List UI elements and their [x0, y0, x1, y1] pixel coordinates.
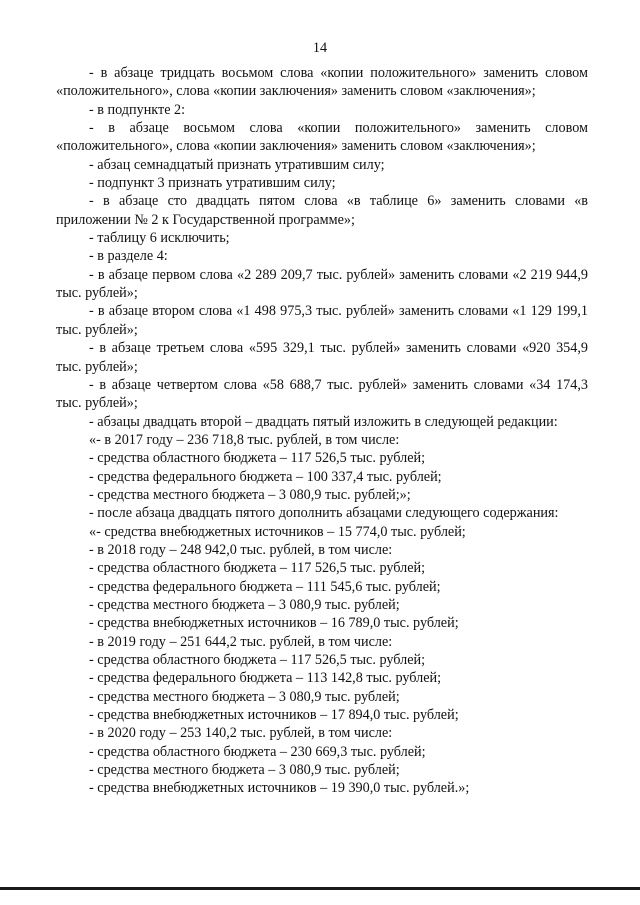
paragraph: - в разделе 4:: [89, 248, 168, 265]
paragraph: - подпункт 3 признать утратившим силу;: [89, 175, 336, 192]
paragraph: - в абзаце восьмом слова «копии положительного» заменить словом «положительного», слова «копии заключения» заменить словом «заключения»;: [56, 120, 588, 155]
list-item: - средства областного бюджета – 117 526,5 тыс. рублей;: [89, 560, 426, 577]
paragraph: - абзац семнадцатый признать утратившим силу;: [89, 156, 385, 173]
bottom-rule: [0, 887, 640, 890]
paragraph: - в абзаце тридцать восьмом слова «копии положительного» заменить словом «положительного», слова «копии заключения» заменить словом «заключения»;: [56, 65, 588, 100]
paragraph: - в абзаце сто двадцать пятом слова «в таблице 6» заменить словами «в приложении № 2 к Государственной программе»;: [56, 193, 588, 228]
list-item: - средства областного бюджета – 117 526,5 тыс. рублей;: [89, 450, 426, 467]
list-item: - средства внебюджетных источников – 16 789,0 тыс. рублей;: [89, 615, 459, 632]
paragraph: - в абзаце четвертом слова «58 688,7 тыс. рублей» заменить словами «34 174,3 тыс. рублей»;: [56, 376, 588, 412]
list-item: - средства местного бюджета – 3 080,9 тыс. рублей;: [89, 762, 400, 779]
list-item: - средства внебюджетных источников – 17 894,0 тыс. рублей;: [89, 707, 459, 724]
paragraph: - в абзаце третьем слова «595 329,1 тыс. рублей» заменить словами «920 354,9 тыс. рублей»;: [56, 340, 588, 375]
list-item: - средства федерального бюджета – 111 545,6 тыс. рублей;: [89, 578, 441, 595]
list-item: - средства местного бюджета – 3 080,9 тыс. рублей;»;: [89, 486, 411, 503]
list-item: «- средства внебюджетных источников – 15 774,0 тыс. рублей;: [89, 523, 466, 540]
paragraph: - в абзаце втором слова «1 498 975,3 тыс. рублей» заменить словами «1 129 199,1 тыс. рублей»;: [56, 303, 588, 338]
list-item: - средства областного бюджета – 117 526,5 тыс. рублей;: [89, 652, 426, 668]
list-item: - средства федерального бюджета – 113 142,8 тыс. рублей;: [89, 670, 442, 687]
document-body: [56, 64, 588, 798]
paragraph: - абзацы двадцать второй – двадцать пятый изложить в следующей редакции:: [89, 413, 558, 430]
paragraph: - в абзаце первом слова «2 289 209,7 тыс. рублей» заменить словами «2 219 944,9 тыс. рублей»;: [56, 266, 588, 302]
quoted-block-2017: [56, 431, 588, 504]
list-item: «- в 2017 году – 236 718,8 тыс. рублей, в том числе:: [89, 431, 400, 448]
list-item: - средства местного бюджета – 3 080,9 тыс. рублей;: [89, 688, 400, 705]
quoted-block-2018-2020: [56, 523, 588, 798]
paragraph: - в подпункте 2:: [89, 101, 186, 118]
list-item: - в 2019 году – 251 644,2 тыс. рублей, в том числе:: [89, 633, 393, 650]
paragraph: - таблицу 6 исключить;: [89, 230, 230, 247]
list-item: - в 2020 году – 253 140,2 тыс. рублей, в том числе:: [89, 725, 393, 742]
list-item: - средства местного бюджета – 3 080,9 тыс. рублей;: [89, 596, 400, 613]
page-number: 14: [312, 40, 328, 56]
list-item: - в 2018 году – 248 942,0 тыс. рублей, в том числе:: [89, 541, 393, 558]
list-item: - средства федерального бюджета – 100 337,4 тыс. рублей;: [89, 468, 442, 485]
list-item: - средства внебюджетных источников – 19 390,0 тыс. рублей.»;: [89, 780, 470, 797]
paragraph: - после абзаца двадцать пятого дополнить абзацами следующего содержания:: [89, 505, 559, 522]
list-item: - средства областного бюджета – 230 669,3 тыс. рублей;: [89, 743, 426, 760]
